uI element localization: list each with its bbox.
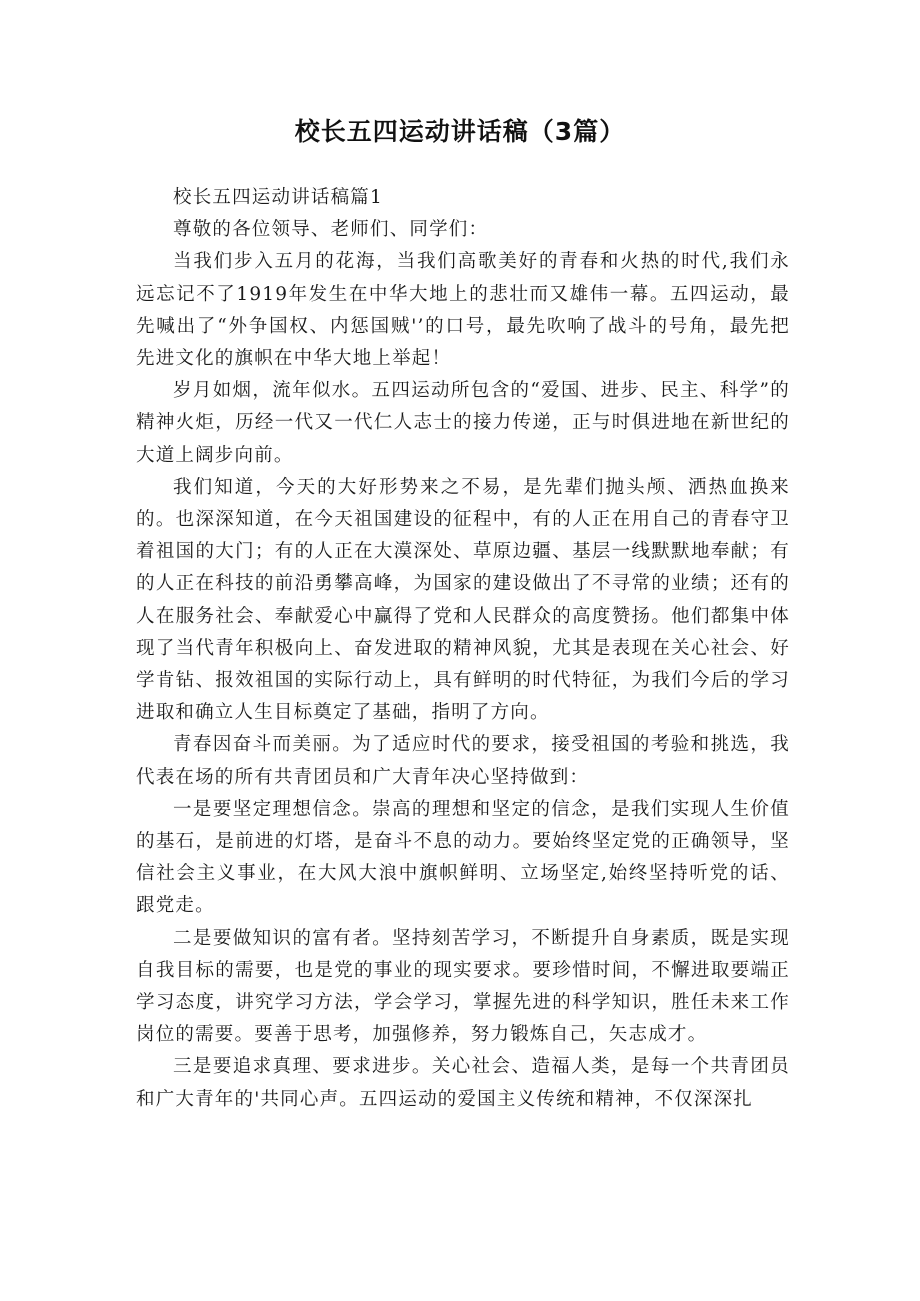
document-body <box>136 182 790 1116</box>
paragraph: 一是要坚定理想信念。崇高的理想和坚定的信念，是我们实现人生价值的基石，是前进的灯塔，是奋斗不息的动力。要始终坚定党的正确领导，坚信社会主义事业，在大风大浪中旗帜鲜明、立场坚定,始终坚持听党的话、跟党走。 <box>136 798 790 917</box>
paragraph: 三是要追求真理、要求进步。关心社会、造福人类，是每一个共青团员和广大青年的'共同心声。五四运动的爱国主义传统和精神，不仅深深扎 <box>136 1056 790 1110</box>
paragraph: 当我们步入五月的花海，当我们高歌美好的青春和火热的时代,我们永远忘记不了1919年发生在中华大地上的悲壮而又雄伟一幕。五四运动，最先喊出了“外争国权、内惩国贼'’的口号，最先吹响了战斗的号角，最先把先进文化的旗帜在中华大地上举起！ <box>136 251 790 370</box>
document-title: 校长五四运动讲话稿（3篇） <box>294 117 626 146</box>
section-heading: 校长五四运动讲话稿篇1 <box>173 187 383 208</box>
salutation: 尊敬的各位领导、老师们、同学们： <box>173 219 489 241</box>
paragraph: 我们知道，今天的大好形势来之不易，是先辈们抛头颅、洒热血换来的。也深深知道，在今天祖国建设的征程中，有的人正在用自己的青春守卫着祖国的大门；有的人正在大漠深处、草原边疆、基层一线默默地奉献；有的人正在科技的前沿勇攀高峰，为国家的建设做出了不寻常的业绩；还有的人在服务社会、奉献爱心中赢得了党和人民群众的高度赞扬。他们都集中体现了当代青年积极向上、奋发进取的精神风貌，尤其是表现在关心社会、好学肯钻、报效祖国的实际行动上，具有鲜明的时代特征，为我们今后的学习进取和确立人生目标奠定了基础，指明了方向。 <box>136 476 790 724</box>
paragraph: 岁月如烟，流年似水。五四运动所包含的“爱国、进步、民主、科学”的精神火炬，历经一代又一代仁人志士的接力传递，正与时俱进地在新世纪的大道上阔步向前。 <box>136 380 790 466</box>
paragraph: 青春因奋斗而美丽。为了适应时代的要求，接受祖国的考验和挑选，我代表在场的所有共青团员和广大青年决心坚持做到： <box>136 734 790 788</box>
paragraph: 二是要做知识的富有者。坚持刻苦学习，不断提升自身素质，既是实现自我目标的需要，也是党的事业的现实要求。要珍惜时间，不懈进取要端正学习态度，讲究学习方法，学会学习，掌握先进的科学知识，胜任未来工作岗位的需要。要善于思考，加强修养，努力锻炼自己，矢志成才。 <box>136 927 790 1046</box>
